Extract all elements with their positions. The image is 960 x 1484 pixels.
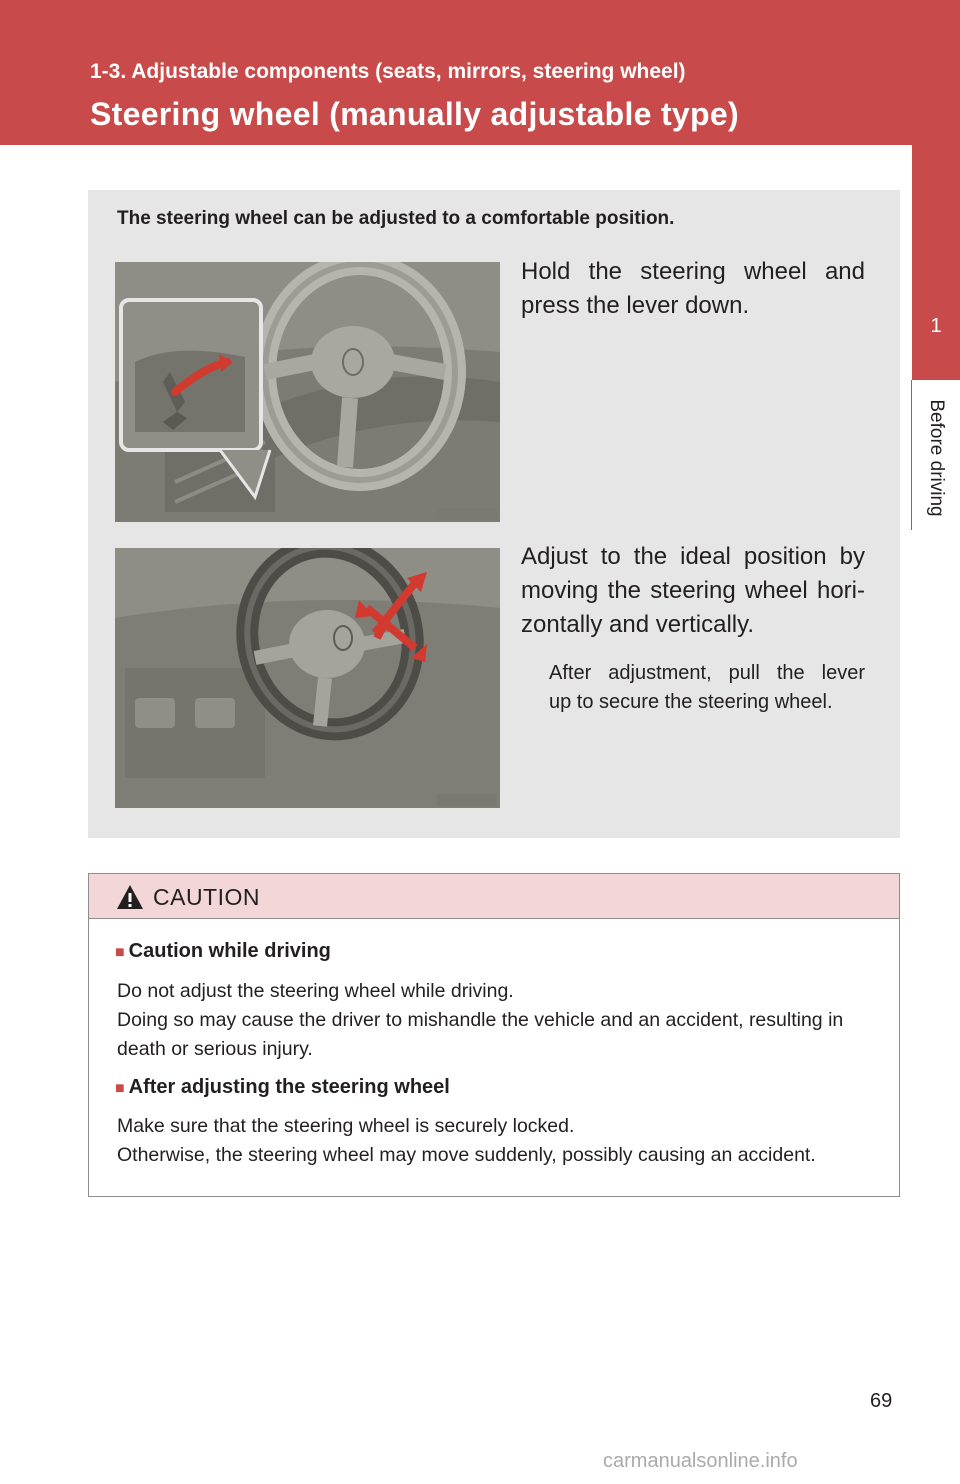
caution-box [88, 873, 900, 1197]
caution-item-1-title: Caution while driving [128, 940, 331, 962]
steering-lever-illustration [115, 262, 500, 522]
step-2-text-rest: moving the steering wheel hori- zontally and vertically. [521, 577, 865, 638]
step-1-text-rest: press the lever down. [521, 292, 750, 319]
step-1-illustration [115, 262, 500, 522]
step-1-text [521, 255, 865, 323]
chapter-tab [912, 145, 960, 380]
caution-item-2-line1: Make sure that the steering wheel is securely locked. [117, 1115, 575, 1137]
bullet-square-icon: ■ [115, 1080, 125, 1097]
steering-adjust-illustration [115, 548, 500, 808]
caution-item-1-heading [115, 940, 331, 963]
page-header [0, 0, 960, 145]
section-title: 1-3. Adjustable components (seats, mirrors, steering wheel) [90, 60, 686, 83]
chapter-divider [911, 380, 912, 530]
step-2-note [549, 659, 865, 717]
caution-item-2-line2: Otherwise, the steering wheel may move suddenly, possibly causing an accident. [117, 1144, 816, 1166]
watermark: carmanualsonline.info [603, 1450, 798, 1472]
caution-item-2-heading [115, 1076, 450, 1099]
warning-icon [115, 883, 145, 911]
caution-header [89, 874, 899, 919]
intro-text: The steering wheel can be adjusted to a comfortable position. [117, 208, 675, 229]
page-number: 69 [870, 1390, 893, 1412]
page-title: Steering wheel (manually adjustable type) [90, 96, 739, 132]
step-2-note-rest: up to secure the steering wheel. [549, 691, 833, 713]
bullet-square-icon: ■ [115, 944, 125, 961]
step-1-text-line1: Hold the steering wheel and [521, 258, 865, 285]
step-2-text-line1: Adjust to the ideal position by [521, 543, 865, 570]
step-2-note-line1: After adjustment, pull the lever [549, 662, 865, 684]
step-2-illustration [115, 548, 500, 808]
caution-item-1-line2: Doing so may cause the driver to mishandle the vehicle and an accident, resulting in death or serious injury. [117, 1009, 844, 1060]
step-2-text [521, 540, 865, 642]
caution-item-2-title: After adjusting the steering wheel [128, 1076, 450, 1098]
chapter-label: Before driving [926, 399, 947, 517]
caution-title: CAUTION [153, 884, 260, 910]
caution-item-1-line1: Do not adjust the steering wheel while driving. [117, 980, 514, 1002]
chapter-number: 1 [930, 315, 942, 337]
